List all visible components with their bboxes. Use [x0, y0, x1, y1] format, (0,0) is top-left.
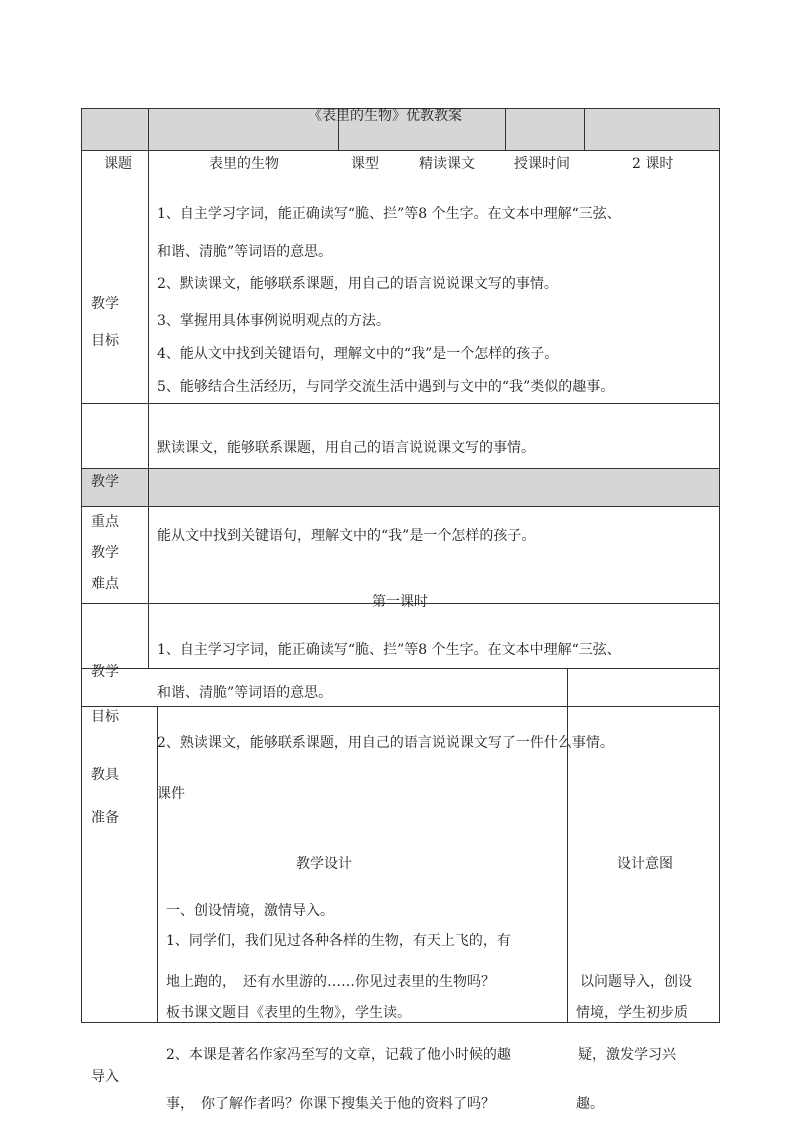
goal-item: 3、掌握用具体事例说明观点的方法。 — [157, 313, 390, 329]
tools-label: 准备 — [91, 810, 119, 826]
goal-item: 4、能从文中找到关键语句，理解文中的“我”是一个怎样的孩子。 — [157, 346, 559, 362]
lesson-heading: 第一课时 — [372, 594, 428, 610]
teaching-time-value: 2 课时 — [632, 156, 674, 172]
topic-value: 表里的生物 — [209, 156, 279, 172]
key-point: 默读课文，能够联系课题，用自己的语言说说课文写的事情。 — [157, 440, 535, 456]
lesson-goal-line: 2、熟读课文，能够联系课题，用自己的语言说说课文写了一件什么事情。 — [157, 735, 614, 751]
key-label: 教学 — [91, 474, 119, 490]
lesson-goal-line: 1、自主学习字词，能正确读写“脆、拦”等8 个生字。在文本中理解“三弦、 — [157, 642, 621, 658]
column-intent: 设计意图 — [617, 856, 673, 872]
separator-band — [81, 468, 719, 506]
key-label: 重点 — [91, 514, 119, 530]
goals-label: 教学 — [91, 296, 119, 312]
rule — [584, 108, 585, 150]
goal-item: 2、默读课文，能够联系课题，用自己的语言说说课文写的事情。 — [157, 276, 558, 292]
intent-line: 以问题导入，创设 — [580, 974, 692, 990]
difficulty: 能从文中找到关键语句，理解文中的“我”是一个怎样的孩子。 — [157, 528, 536, 544]
rule — [81, 1022, 720, 1023]
rule — [148, 108, 149, 669]
goal-item: 5、能够结合生活经历，与同学交流生活中遇到与文中的“我”类似的趣事。 — [157, 379, 615, 395]
design-line: 板书课文题目《表里的生物》，学生读。 — [166, 1005, 411, 1021]
intent-line: 情境，学生初步质 — [576, 1005, 688, 1021]
lesson-type-value: 精读课文 — [419, 156, 475, 172]
lesson-goal-line: 和谐、清脆”等词语的意思。 — [157, 685, 333, 701]
rule — [81, 706, 720, 707]
continuation-label: 导入 — [91, 1069, 119, 1085]
design-line: 地上跑的， 还有水里游的……你见过表里的生物吗？ — [166, 974, 495, 990]
label-teaching-time: 授课时间 — [514, 156, 570, 172]
label-lesson-type: 课型 — [351, 156, 379, 172]
rule — [719, 108, 720, 1023]
rule — [81, 668, 720, 669]
rule — [81, 108, 82, 1023]
design-section: 一、创设情境，激情导入。 — [166, 903, 334, 919]
continuation-line: 事， 你了解作者吗？你课下搜集关于他的资料了吗？ — [166, 1096, 495, 1112]
key-label: 教学 — [91, 545, 119, 561]
goal-item: 和谐、清脆”等词语的意思。 — [157, 244, 333, 260]
intent-line: 趣。 — [576, 1096, 604, 1112]
rule — [81, 150, 720, 151]
rule — [81, 506, 720, 507]
rule — [567, 668, 568, 1023]
rule — [157, 706, 158, 1023]
goal-item: 1、自主学习字词，能正确读写“脆、拦”等8 个生字。在文本中理解“三弦、 — [157, 206, 621, 222]
column-design: 教学设计 — [296, 856, 352, 872]
document-title: 《表里的生物》优教教案 — [308, 108, 462, 124]
rule — [81, 403, 720, 404]
lesson-goal-label: 教学 — [91, 664, 119, 680]
goals-label: 目标 — [91, 333, 119, 349]
tools-label: 教具 — [91, 767, 119, 783]
tools-value: 课件 — [157, 786, 185, 802]
continuation-line: 2、本课是著名作家冯至写的文章，记载了他小时候的趣 — [166, 1047, 511, 1063]
design-line: 1、同学们，我们见过各种各样的生物，有天上飞的，有 — [166, 933, 511, 949]
rule — [81, 468, 720, 469]
intent-line: 疑，激发学习兴 — [578, 1047, 676, 1063]
rule — [505, 108, 506, 150]
label-topic: 课题 — [104, 156, 132, 172]
key-label: 难点 — [91, 576, 119, 592]
lesson-goal-label: 目标 — [91, 709, 119, 725]
